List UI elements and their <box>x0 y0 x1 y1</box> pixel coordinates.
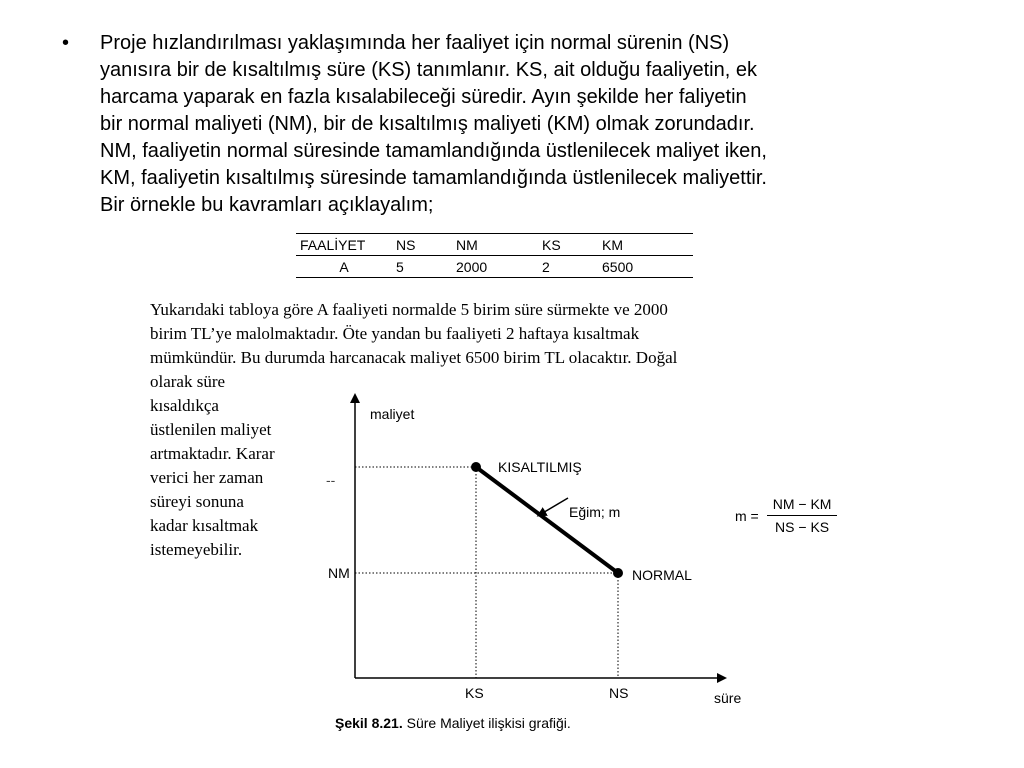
explanation-line: üstlenilen maliyet <box>150 420 272 439</box>
x-axis-label: süre <box>714 690 742 706</box>
table-header: NM <box>456 236 478 253</box>
explanation-line: istemeyebilir. <box>150 540 243 559</box>
explanation-line: olarak süre <box>150 372 226 391</box>
table-header: KS <box>542 236 561 253</box>
bullet-point: • <box>62 32 70 54</box>
caption-text: Süre Maliyet ilişkisi grafiği. <box>402 715 571 731</box>
paragraph-line: bir normal maliyeti (NM), bir de kısaltılmış maliyeti (KM) olmak zorundadır. <box>100 113 755 135</box>
crash-point <box>471 462 481 472</box>
paragraph-line: NM, faaliyetin normal süresinde tamamlandığında üstlenilecek maliyet iken, <box>100 140 767 162</box>
y-axis-label: maliyet <box>370 406 415 422</box>
explanation-line: kısaldıkça <box>150 396 219 415</box>
table-cell: 5 <box>396 258 404 275</box>
x-tick-ks: KS <box>465 685 484 701</box>
paragraph-line: KM, faaliyetin kısaltılmış süresinde tamamlandığında üstlenilecek maliyettir. <box>100 167 767 189</box>
table-header: FAALİYET <box>300 236 366 253</box>
explanation-line: süreyi sonuna <box>150 492 244 511</box>
y-tick-nm: NM <box>328 565 350 581</box>
explanation-line: verici her zaman <box>150 468 264 487</box>
formula-numerator: NM − KM <box>767 496 838 516</box>
slope-label: Eğim; m <box>569 504 621 520</box>
y-tick-km: -- <box>326 472 336 488</box>
paragraph-line: yanısıra bir de kısaltılmış süre (KS) tanımlanır. KS, ait olduğu faaliyetin, ek <box>100 59 757 81</box>
table-header: NS <box>396 236 416 253</box>
formula-lhs: m = <box>735 507 759 524</box>
normal-point <box>613 568 623 578</box>
explanation-line: artmaktadır. Karar <box>150 444 275 463</box>
table-cell: 2000 <box>456 258 488 275</box>
table-cell: A <box>339 258 349 275</box>
crash-point-label: KISALTILMIŞ <box>498 459 582 475</box>
caption-number: Şekil 8.21. <box>335 715 403 731</box>
figure-caption <box>335 715 571 731</box>
normal-point-label: NORMAL <box>632 567 692 583</box>
table-cell: 2 <box>542 258 550 275</box>
explanation-line: kadar kısaltmak <box>150 516 259 535</box>
explanation-line: Yukarıdaki tabloya göre A faaliyeti normalde 5 birim süre sürmekte ve 2000 <box>150 300 668 319</box>
formula-denominator: NS − KS <box>775 519 830 535</box>
table-cell: 6500 <box>602 258 634 275</box>
x-tick-ns: NS <box>609 685 629 701</box>
explanation-line: birim TL’ye malolmaktadır. Öte yandan bu faaliyeti 2 haftaya kısaltmak <box>150 324 640 343</box>
slope-arrow <box>541 498 568 514</box>
explanation-line: mümkündür. Bu durumda harcanacak maliyet 6500 birim TL olacaktır. Doğal <box>150 348 678 367</box>
paragraph-line: harcama yaparak en fazla kısalabileceği süredir. Ayın şekilde her faliyetin <box>100 86 747 108</box>
table-header: KM <box>602 236 623 253</box>
paragraph-line: Proje hızlandırılması yaklaşımında her faaliyet için normal sürenin (NS) <box>100 32 730 54</box>
formula-fraction <box>767 496 838 535</box>
slope-formula <box>735 496 837 535</box>
cost-line <box>476 467 621 573</box>
paragraph-line: Bir örnekle bu kavramları açıklayalım; <box>100 194 434 216</box>
